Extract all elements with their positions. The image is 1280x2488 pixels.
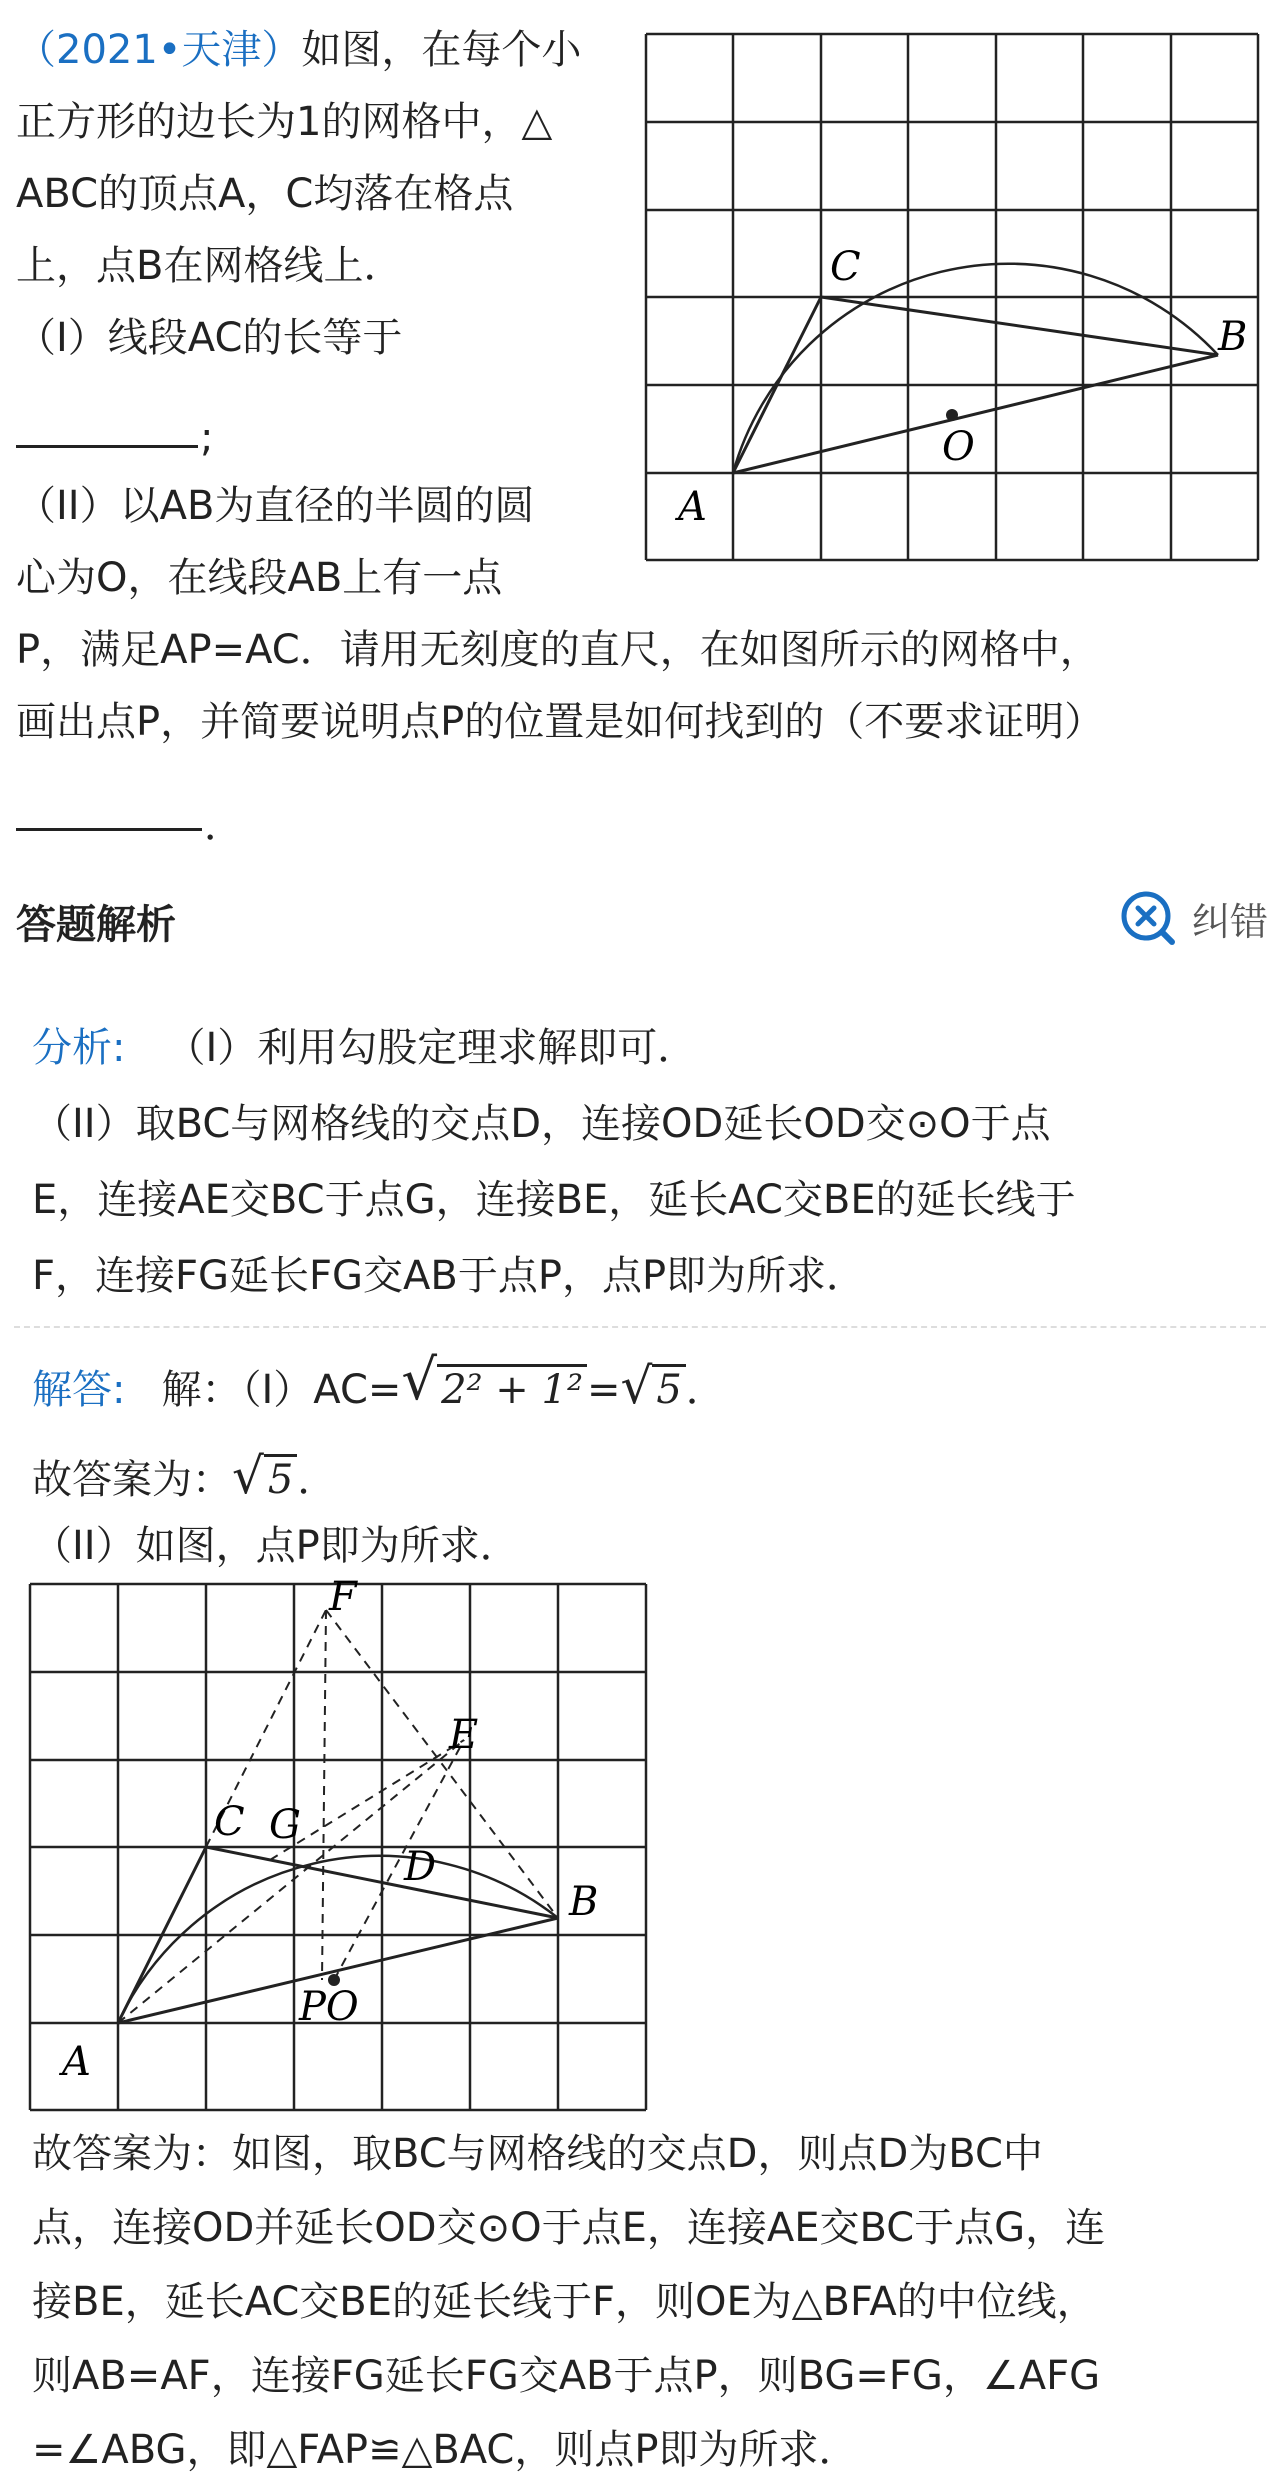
final-line-3: 接BE，延长AC交BE的延长线于F，则OE为△BFA的中位线， <box>32 2279 1097 2325</box>
answer-blank-1 <box>16 445 198 448</box>
question-line-6: （II）以AB为直径的半圆的圆 <box>16 483 535 529</box>
answer-line-3: （II）如图，点P即为所求． <box>32 1523 520 1569</box>
label-b-2: B <box>569 1879 599 1925</box>
grid-lines-2 <box>30 1584 646 2110</box>
question-line-9: 画出点P，并简要说明点P的位置是如何找到的（不要求证明） <box>16 699 1105 745</box>
label-f-2: F <box>329 1580 357 1620</box>
question-line-4: 上，点B在网格线上． <box>16 243 404 289</box>
report-label: 纠错 <box>1192 899 1269 944</box>
label-o: O <box>942 424 975 470</box>
question-line-1: （2021•天津）如图，在每个小 <box>16 27 582 73</box>
label-a: A <box>678 484 707 530</box>
question-line-3: ABC的顶点A，C均落在格点 <box>16 171 514 217</box>
analysis-line-4: F，连接FG延长FG交AB于点P，点P即为所求． <box>32 1253 867 1299</box>
label-g-2: G <box>269 1802 301 1848</box>
analysis-line-3: E，连接AE交BC于点G，连接BE，延长AC交BE的延长线于 <box>32 1177 1076 1223</box>
question-line-2: 正方形的边长为1的网格中，△ <box>16 99 553 145</box>
question-line-7: 心为O，在线段AB上有一点 <box>16 555 503 601</box>
label-b: B <box>1218 314 1248 360</box>
label-e-2: E <box>449 1712 479 1758</box>
question-line-8: P，满足AP=AC．请用无刻度的直尺，在如图所示的网格中， <box>16 627 1100 673</box>
section-title: 答题解析 <box>16 902 176 948</box>
figure-1-grid <box>640 30 1274 570</box>
answer-blank-2 <box>16 828 202 831</box>
report-error-button[interactable] <box>1118 888 1268 948</box>
final-line-5: =∠ABG，即△FAP≌△BAC，则点P即为所求． <box>32 2427 859 2473</box>
close-circle-icon <box>1118 888 1178 948</box>
question-source: （2021•天津） <box>16 27 302 73</box>
final-line-1: 故答案为：如图，取BC与网格线的交点D，则点D为BC中 <box>32 2131 1043 2177</box>
sqrt-expression: √ 2² + 1² <box>401 1353 587 1426</box>
grid-lines <box>646 34 1258 560</box>
final-line-2: 点，连接OD并延长OD交⊙O于点E，连接AE交BC于点G，连 <box>32 2205 1106 2251</box>
analysis-line-2: （II）取BC与网格线的交点D，连接OD延长OD交⊙O于点 <box>32 1101 1051 1147</box>
figure-2-grid <box>24 1580 654 2120</box>
question-period: ． <box>204 803 244 849</box>
label-c-2: C <box>214 1799 245 1845</box>
label-po-2: PO <box>299 1984 359 2030</box>
answer-line-1: 解答: 解：（I）AC=√ 2² + 1² =√ 5 ． <box>32 1350 726 1430</box>
question-semicolon: ; <box>200 415 214 461</box>
answer-label: 解答: <box>32 1367 126 1413</box>
label-d-2: D <box>404 1844 437 1890</box>
analysis-label: 分析: <box>32 1025 126 1071</box>
label-c: C <box>830 244 861 290</box>
answer-line-2: 故答案为：√ 5 ． <box>32 1447 338 1505</box>
center-point-o <box>946 409 958 421</box>
analysis-line-1: 分析: （I）利用勾股定理求解即可． <box>32 1025 698 1071</box>
label-a-2: A <box>62 2039 91 2085</box>
divider <box>14 1326 1266 1328</box>
semicircle <box>733 264 1218 473</box>
final-line-4: 则AB=AF，连接FG延长FG交AB于点P，则BG=FG，∠AFG <box>32 2353 1101 2399</box>
question-line-5: （I）线段AC的长等于 <box>16 315 403 361</box>
